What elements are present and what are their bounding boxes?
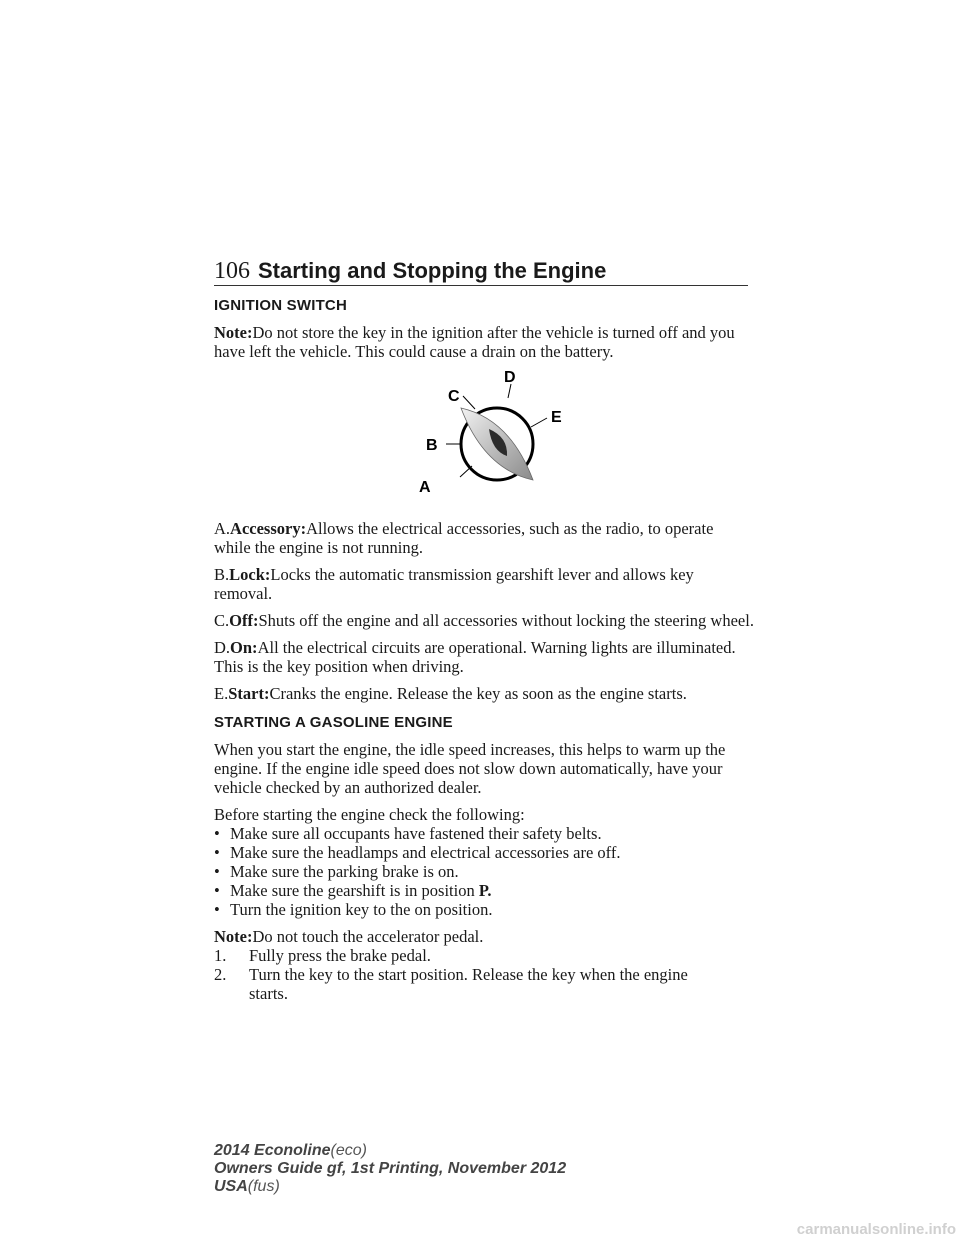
footer-model: 2014 Econoline(eco): [214, 1142, 367, 1159]
steps-list: [214, 946, 754, 1003]
step-item: 1. Fully press the brake pedal.: [214, 946, 431, 965]
note-text: Do not touch the accelerator pedal.: [252, 927, 484, 946]
position-a: A.Accessory:Allows the electrical accessories, such as the radio, to operate while the engine is not running.: [214, 519, 714, 557]
position-name: Lock:: [229, 565, 271, 584]
bullet-icon: •: [214, 900, 220, 919]
ignition-switch-heading: IGNITION SWITCH: [214, 297, 347, 314]
position-name: Start:: [228, 684, 270, 703]
gear-position: P.: [478, 881, 492, 900]
bullet-icon: •: [214, 843, 220, 862]
ignition-switch-diagram: [214, 371, 754, 509]
position-name: On:: [230, 638, 258, 657]
watermark: carmanualsonline.info: [796, 1221, 956, 1238]
list-item: • Make sure all occupants have fastened their safety belts.: [214, 824, 602, 843]
position-e: E.Start:Cranks the engine. Release the key as soon as the engine starts.: [214, 684, 687, 703]
page-content: [214, 296, 754, 1003]
label-d: D: [504, 371, 516, 386]
list-item: • Make sure the parking brake is on.: [214, 862, 459, 881]
bullet-icon: •: [214, 862, 220, 881]
step-item: 2. Turn the key to the start position. Release the key when the engine starts.: [214, 965, 688, 1003]
pointer-c: [463, 396, 475, 409]
bullet-icon: •: [214, 824, 220, 843]
note-text: Do not store the key in the ignition after the vehicle is turned off and you have left the vehicle. This could cause a drain on the battery.: [214, 323, 735, 361]
label-a: A: [419, 479, 431, 496]
label-c: C: [448, 388, 460, 405]
note-label: Note:: [214, 927, 253, 946]
position-d: D.On:All the electrical circuits are operational. Warning lights are illuminated. This is the key position when driving.: [214, 638, 736, 676]
position-c: C.Off:Shuts off the engine and all accessories without locking the steering wheel.: [214, 611, 754, 630]
position-name: Accessory:: [230, 519, 307, 538]
page-header: [214, 255, 748, 286]
ignition-note: [214, 323, 754, 361]
note-label: Note:: [214, 323, 253, 342]
position-name: Off:: [229, 611, 259, 630]
footer-printing: Owners Guide gf, 1st Printing, November 2012: [214, 1160, 567, 1177]
position-b: B.Lock:Locks the automatic transmission gearshift lever and allows key removal.: [214, 565, 694, 603]
page-footer: [214, 1142, 566, 1196]
pointer-a: [460, 466, 472, 477]
pointer-d: [508, 384, 511, 398]
label-e: E: [551, 409, 562, 426]
checklist: [214, 824, 754, 919]
page-number: 106: [214, 258, 250, 284]
pointer-e: [531, 418, 547, 427]
list-item: • Make sure the headlamps and electrical accessories are off.: [214, 843, 621, 862]
starting-intro: When you start the engine, the idle speed increases, this helps to warm up the engine. If the engine idle speed does not slow down automatically, have your vehicle checked by an authorized dealer.: [214, 740, 726, 797]
starting-note: [214, 927, 754, 946]
ignition-dial-illustration: [214, 371, 754, 509]
starting-gasoline-engine-heading: STARTING A GASOLINE ENGINE: [214, 714, 453, 731]
check-intro: Before starting the engine check the following:: [214, 805, 525, 824]
footer-region: USA(fus): [214, 1178, 280, 1195]
list-item: • Make sure the gearshift is in position P.: [214, 881, 492, 900]
label-b: B: [426, 437, 438, 454]
bullet-icon: •: [214, 881, 220, 900]
section-title: Starting and Stopping the Engine: [258, 258, 607, 283]
list-item: • Turn the ignition key to the on position.: [214, 900, 493, 919]
